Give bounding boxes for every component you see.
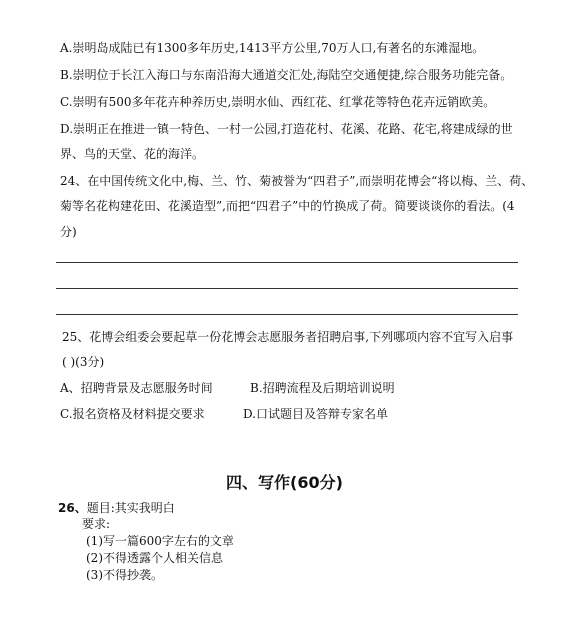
q24-text-line-3: 分) [60,225,77,239]
q25-text-line-2: ( )(3分) [62,355,105,369]
q26-requirement-3: (3)不得抄袭。 [86,568,163,582]
q23-option-d: D.崇明正在推进一镇一特色、一村一公园,打造花村、花溪、花路、花宅,将建成绿的世 [60,122,513,136]
q26-requirement-1: (1)写一篇600字左右的文章 [86,534,234,548]
q23-option-d-continued: 界、鸟的天堂、花的海洋。 [60,147,205,161]
q25-option-c: C.报名资格及材料提交要求 [60,407,205,421]
q24-text-line-1: 24、在中国传统文化中,梅、兰、竹、菊被誉为“四君子”,而崇明花博会“将以梅、兰、荷、 [60,174,534,188]
q23-option-b: B.崇明位于长江入海口与东南沿海大通道交汇处,海陆空交通便捷,综合服务功能完备。 [60,68,513,82]
answer-line-1 [56,262,518,263]
section-title-writing: 四、写作(60分) [226,473,343,492]
q25-text-line-1: 25、花博会组委会要起草一份花博会志愿服务者招聘启事,下列哪项内容不宜写入启事 [62,330,514,344]
answer-line-3 [56,314,518,315]
q24-text-line-2: 菊等名花构建花田、花溪造型”,而把“四君子”中的竹换成了荷。简要谈谈你的看法。(4 [60,199,515,213]
q26-requirements-label: 要求: [82,517,111,531]
q26-number: 26、 [58,501,87,515]
q23-option-a: A.崇明岛成陆已有1300多年历史,1413平方公里,70万人口,有著名的东滩湿地。 [60,41,485,55]
q25-option-d: D.口试题目及答辩专家名单 [243,407,389,421]
q25-option-b: B.招聘流程及后期培训说明 [250,381,395,395]
answer-line-2 [56,288,518,289]
q23-option-c: C.崇明有500多年花卉种养历史,崇明水仙、西红花、红掌花等特色花卉远销欧美。 [60,95,496,109]
q26-header [58,500,175,516]
q25-option-a: A、招聘背景及志愿服务时间 [60,381,213,395]
q26-requirement-2: (2)不得透露个人相关信息 [86,551,223,565]
q26-topic: 题目:其实我明白 [86,501,175,515]
